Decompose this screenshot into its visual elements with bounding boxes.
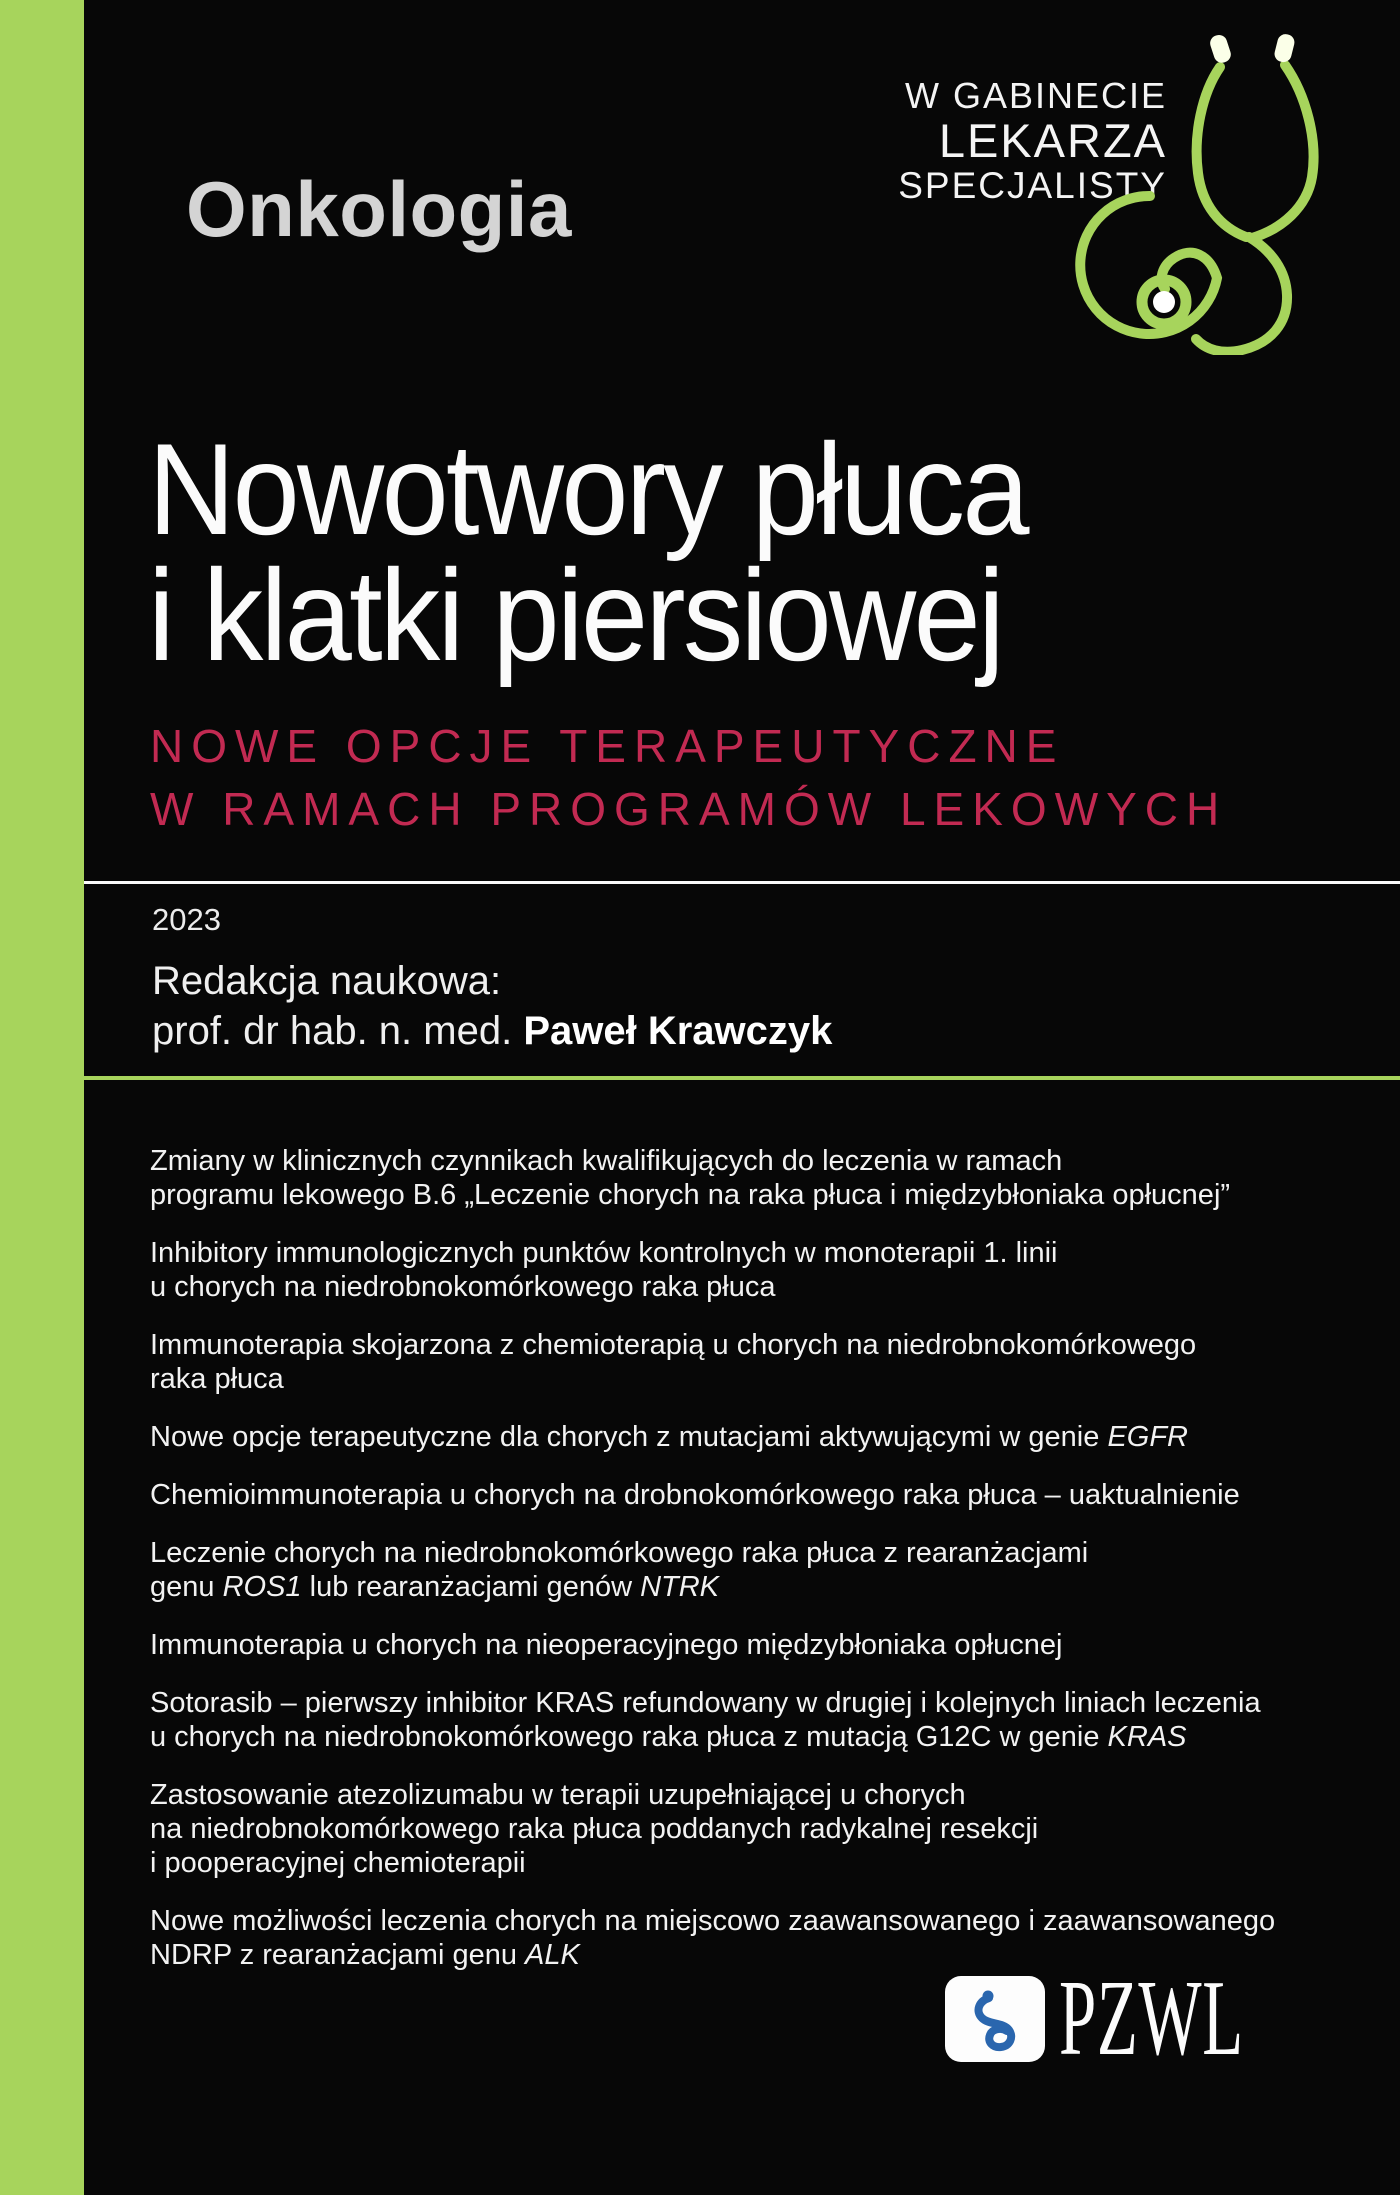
book-subtitle-line-2: W RAMACH PROGRAMÓW LEKOWYCH xyxy=(150,783,1228,835)
topic-text: Nowe opcje terapeutyczne dla chorych z mutacjami aktywującymi w genie xyxy=(150,1421,1108,1453)
edition-year: 2023 xyxy=(152,902,221,937)
topic-text: Chemioimmunoterapia u chorych na drobnokomórkowego raka płuca – uaktualnienie xyxy=(150,1479,1240,1511)
topic-item xyxy=(150,1478,1360,1512)
category-label: Onkologia xyxy=(186,165,572,253)
editor-line xyxy=(152,1006,832,1056)
topic-item xyxy=(150,1778,1360,1880)
topic-text: Sotorasib – pierwszy inhibitor KRAS refundowany w drugiej i kolejnych liniach leczenia xyxy=(150,1687,1261,1719)
topic-text: Leczenie chorych na niedrobnokomórkowego raka płuca z rearanżacjami xyxy=(150,1537,1089,1569)
book-title xyxy=(148,416,1027,688)
topic-text: u chorych na niedrobnokomórkowego raka płuca z mutacją G12C w genie xyxy=(150,1721,1108,1753)
topic-text: Nowe możliwości leczenia chorych na miejscowo zaawansowanego i zaawansowanego xyxy=(150,1905,1276,1937)
topic-item xyxy=(150,1144,1360,1212)
topic-text: Immunoterapia skojarzona z chemioterapią u chorych na niedrobnokomórkowego xyxy=(150,1329,1197,1361)
topic-text: lub rearanżacjami genów xyxy=(301,1571,641,1603)
topics-list xyxy=(150,1144,1360,1996)
stethoscope-icon xyxy=(1060,15,1345,355)
topic-item xyxy=(150,1686,1360,1754)
topic-text: Immunoterapia u chorych na nieoperacyjnego międzybłoniaka opłucnej xyxy=(150,1629,1063,1661)
topic-item xyxy=(150,1328,1360,1396)
topic-item xyxy=(150,1236,1360,1304)
gene-name: ROS1 xyxy=(222,1571,302,1603)
series-line-1: W GABINECIE xyxy=(904,75,1167,116)
publisher-logo xyxy=(945,1959,1357,2078)
gene-name: KRAS xyxy=(1107,1721,1187,1753)
publisher-name: PZWL xyxy=(1059,1959,1244,2078)
publisher-icon-tile xyxy=(945,1976,1045,2062)
divider-white xyxy=(84,881,1400,884)
topic-text: na niedrobnokomórkowego raka płuca poddanych radykalnej resekcji xyxy=(150,1813,1039,1845)
topic-text: NDRP z rearanżacjami genu xyxy=(150,1939,526,1971)
book-title-line-2: i klatki piersiowej xyxy=(148,542,1003,688)
topic-text: u chorych na niedrobnokomórkowego raka płuca xyxy=(150,1271,776,1303)
book-subtitle xyxy=(150,715,1227,841)
gene-name: ALK xyxy=(525,1939,580,1971)
editor-name: Paweł Krawczyk xyxy=(523,1009,833,1053)
editor-degrees: prof. dr hab. n. med. xyxy=(152,1009,524,1053)
topic-item xyxy=(150,1628,1360,1662)
topic-item xyxy=(150,1420,1360,1454)
topic-text: programu lekowego B.6 „Leczenie chorych na raka płuca i międzybłoniaka opłucnej” xyxy=(150,1179,1231,1211)
topic-text: raka płuca xyxy=(150,1363,284,1395)
series-line-2: LEKARZA xyxy=(938,114,1167,167)
snake-icon xyxy=(959,1986,1031,2052)
topic-text: i pooperacyjnej chemioterapii xyxy=(150,1847,526,1879)
book-title-line-1: Nowotwory płuca xyxy=(148,416,1027,562)
gene-name: EGFR xyxy=(1107,1421,1188,1453)
topic-text: genu xyxy=(150,1571,223,1603)
left-accent-strip xyxy=(0,0,84,2195)
topic-text: Zmiany w klinicznych czynnikach kwalifikujących do leczenia w ramach xyxy=(150,1145,1063,1177)
editor-label: Redakcja naukowa: xyxy=(152,959,502,1003)
gene-name: NTRK xyxy=(640,1571,720,1603)
topic-text: Zastosowanie atezolizumabu w terapii uzupełniającej u chorych xyxy=(150,1779,966,1811)
book-subtitle-line-1: NOWE OPCJE TERAPEUTYCZNE xyxy=(150,720,1065,772)
topic-item xyxy=(150,1536,1360,1604)
divider-green xyxy=(84,1076,1400,1080)
topic-text: Inhibitory immunologicznych punktów kontrolnych w monoterapii 1. linii xyxy=(150,1237,1058,1269)
series-line-3: SPECJALISTY xyxy=(898,165,1167,206)
editor-block xyxy=(152,956,832,1056)
